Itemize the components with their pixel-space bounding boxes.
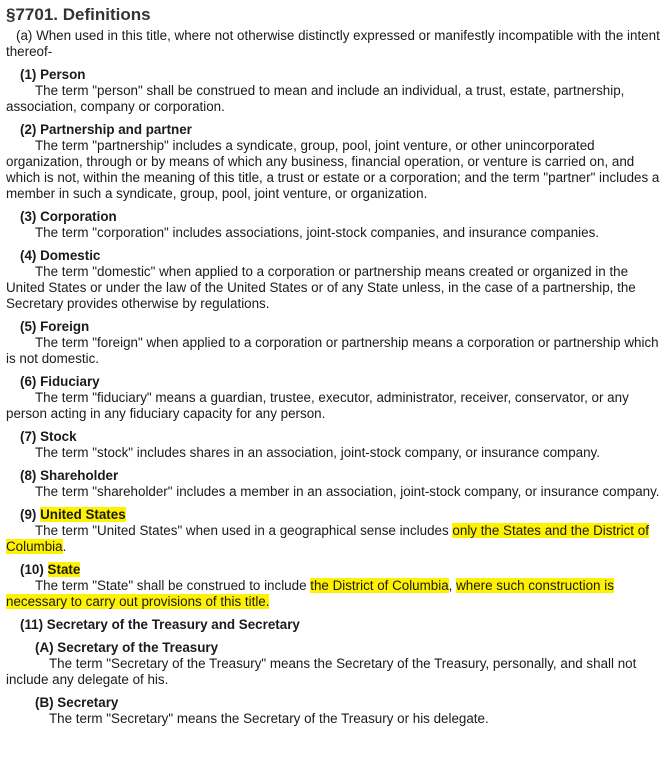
definition-shareholder [6, 467, 663, 500]
definition-text: The term "foreign" when applied to a corporation or partnership means a corporation or partnership which is not domestic. [6, 335, 659, 366]
definition-text: The term "shareholder" includes a member in an association, joint-stock company, or insurance company. [35, 484, 660, 499]
subdefinition-heading: (B) Secretary [35, 695, 119, 710]
heading-number: (10) [20, 562, 48, 577]
subdefinition-heading: (A) Secretary of the Treasury [35, 640, 219, 655]
definition-foreign [6, 318, 663, 367]
text-end: . [62, 539, 67, 554]
highlighted-heading: State [47, 562, 81, 577]
text-plain: The term "State" shall be construed to include [35, 578, 311, 593]
highlighted-text: only the States and the District of Columbia [6, 523, 649, 554]
definition-heading [20, 506, 663, 523]
definition-heading: (8) Shareholder [20, 468, 119, 483]
subdefinition-text: The term "Secretary of the Treasury" means the Secretary of the Treasury, personally, and shall not include any delegate of his. [6, 656, 637, 687]
heading-number: (9) [20, 507, 41, 522]
definition-stock [6, 428, 663, 461]
definition-text: The term "domestic" when applied to a corporation or partnership means created or organized in the United States or under the law of the United States or of any State unless, in the case of a partnership, the Secretary provides otherwise by regulations. [6, 264, 636, 311]
definition-text: The term "corporation" includes associations, joint-stock companies, and insurance companies. [35, 225, 600, 240]
text-mid: , [448, 578, 457, 593]
definition-heading: (7) Stock [20, 429, 77, 444]
definition-heading: (5) Foreign [20, 319, 90, 334]
definition-domestic [6, 247, 663, 312]
subdefinition-text: The term "Secretary" means the Secretary of the Treasury or his delegate. [49, 711, 489, 726]
definition-heading: (3) Corporation [20, 209, 117, 224]
subdefinition-secretary-treasury [6, 639, 663, 688]
definition-text: The term "partnership" includes a syndicate, group, pool, joint venture, or other unincorporated organization, through or by means of which any business, financial operation, or venture is carried on, and which is not, within the meaning of this title, a trust or estate or a corporation; and the term "partner" includes a member in such a syndicate, group, pool, joint venture, or organization. [6, 138, 660, 201]
highlighted-text: where such construction is necessary to carry out provisions of this title. [6, 578, 614, 609]
highlighted-heading: United States [40, 507, 126, 522]
text-plain: The term "United States" when used in a geographical sense includes [35, 523, 453, 538]
definition-heading [20, 561, 663, 578]
highlighted-text: the District of Columbia [310, 578, 449, 593]
definition-fiduciary [6, 373, 663, 422]
definition-text: The term "stock" includes shares in an association, joint-stock company, or insurance company. [35, 445, 600, 460]
definition-heading: (6) Fiduciary [20, 374, 100, 389]
definition-state [6, 561, 663, 610]
definition-heading: (2) Partnership and partner [20, 122, 192, 137]
subdefinition-secretary [6, 694, 663, 727]
definition-text [6, 578, 663, 610]
definition-partnership [6, 121, 663, 202]
definition-corporation [6, 208, 663, 241]
definition-heading: (11) Secretary of the Treasury and Secretary [20, 617, 300, 632]
definition-text [6, 523, 663, 555]
definition-heading: (1) Person [20, 67, 86, 82]
definition-text: The term "fiduciary" means a guardian, trustee, executor, administrator, receiver, conservator, or any person acting in any fiduciary capacity for any person. [6, 390, 629, 421]
section-title: §7701. Definitions [6, 5, 151, 24]
definition-heading: (4) Domestic [20, 248, 101, 263]
section-intro: (a) When used in this title, where not otherwise distinctly expressed or manifestly incompatible with the intent thereof- [6, 28, 660, 59]
definition-secretary [6, 616, 663, 727]
definition-person [6, 66, 663, 115]
definition-united-states [6, 506, 663, 555]
definition-text: The term "person" shall be construed to mean and include an individual, a trust, estate, partnership, association, company or corporation. [6, 83, 625, 114]
